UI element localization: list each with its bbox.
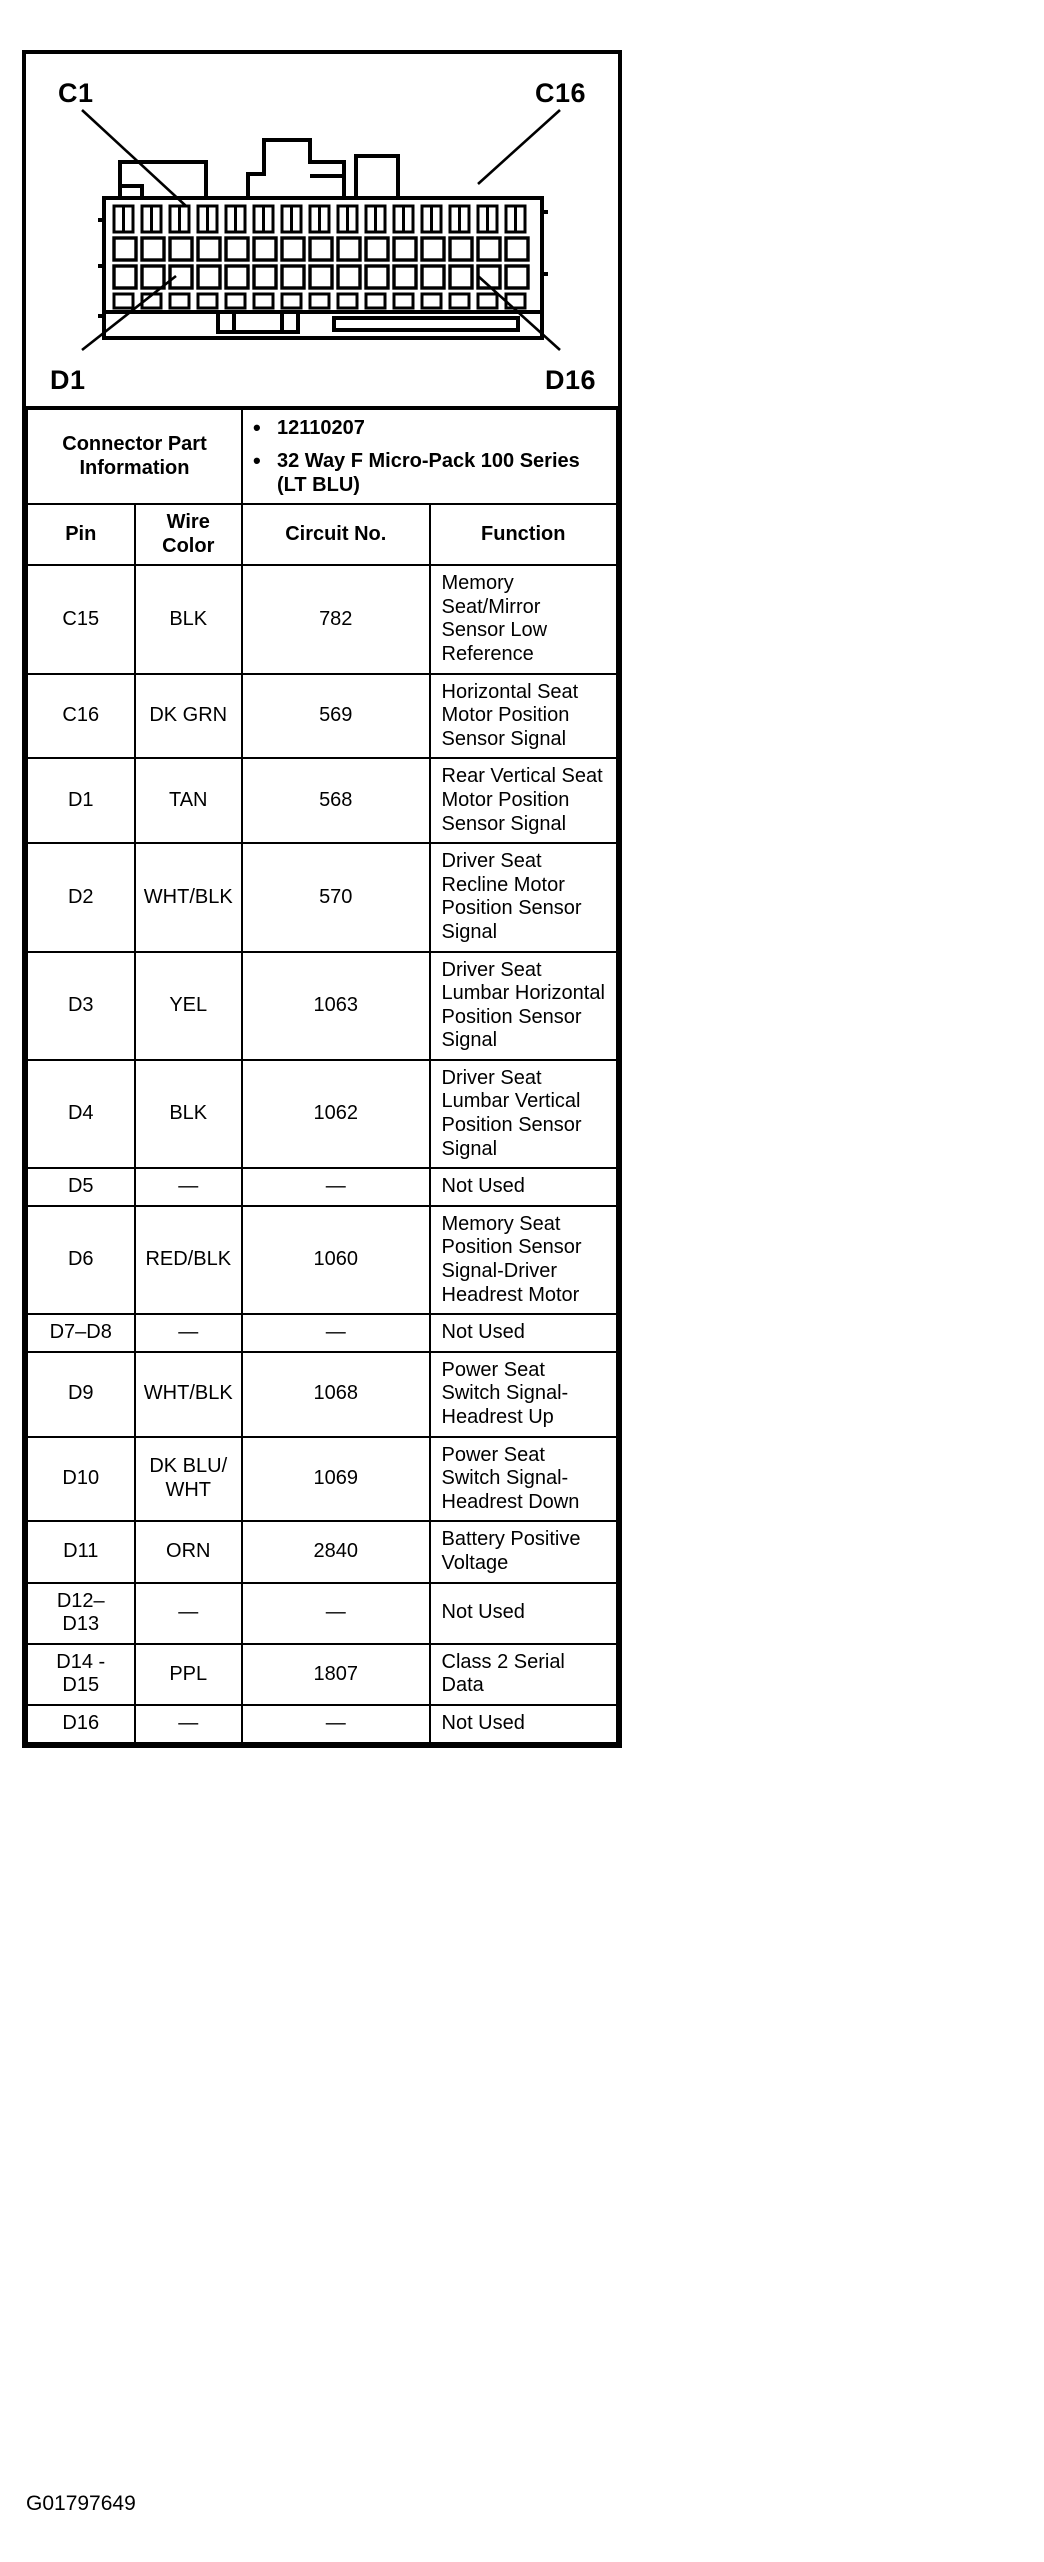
pinout-table-body <box>27 565 617 1742</box>
cell-circuit-no: 1062 <box>242 1060 430 1168</box>
pinout-table <box>26 406 618 1744</box>
cell-function: Not Used <box>430 1314 618 1352</box>
figure-id-label: G01797649 <box>26 2492 136 2515</box>
cell-pin: D3 <box>27 952 135 1060</box>
table-row <box>27 1168 617 1206</box>
table-row <box>27 1352 617 1437</box>
cell-circuit-no: — <box>242 1705 430 1743</box>
cell-wire-color: — <box>135 1314 243 1352</box>
table-row <box>27 1583 617 1644</box>
cell-wire-color: BLK <box>135 565 243 673</box>
table-row <box>27 758 617 843</box>
table-row <box>27 1437 617 1522</box>
cell-pin: D12– D13 <box>27 1583 135 1644</box>
cell-function: Not Used <box>430 1583 618 1644</box>
callout-label-c16: C16 <box>534 78 586 108</box>
cell-wire-color: WHT/BLK <box>135 1352 243 1437</box>
callout-label-c1: C1 <box>58 78 94 108</box>
table-row <box>27 565 617 673</box>
cell-pin: D16 <box>27 1705 135 1743</box>
table-row <box>27 674 617 759</box>
cell-pin: D7–D8 <box>27 1314 135 1352</box>
cell-function: Driver Seat Lumbar Horizontal Position Sensor Signal <box>430 952 618 1060</box>
cell-wire-color: PPL <box>135 1644 243 1705</box>
part-info-item: • 32 Way F Micro-Pack 100 Series (LT BLU) <box>251 449 608 497</box>
cell-function: Rear Vertical Seat Motor Position Sensor Signal <box>430 758 618 843</box>
cell-function: Power Seat Switch Signal-Headrest Down <box>430 1437 618 1522</box>
cell-circuit-no: 2840 <box>242 1521 430 1582</box>
cell-function: Not Used <box>430 1705 618 1743</box>
table-row <box>27 1206 617 1314</box>
cell-pin: D14 - D15 <box>27 1644 135 1705</box>
connector-illustration <box>26 54 618 406</box>
cell-circuit-no: 1807 <box>242 1644 430 1705</box>
cell-circuit-no: 1069 <box>242 1437 430 1522</box>
cell-circuit-no: 1063 <box>242 952 430 1060</box>
cell-circuit-no: 568 <box>242 758 430 843</box>
table-row <box>27 1705 617 1743</box>
column-header-wire-color: Wire Color <box>135 504 243 565</box>
table-row <box>27 1644 617 1705</box>
cell-circuit-no: 782 <box>242 565 430 673</box>
cell-pin: D9 <box>27 1352 135 1437</box>
cell-pin: D2 <box>27 843 135 951</box>
cell-function: Driver Seat Recline Motor Position Sensor Signal <box>430 843 618 951</box>
part-info-item: • 12110207 <box>251 416 608 440</box>
cell-circuit-no: 569 <box>242 674 430 759</box>
connector-drawing <box>98 116 548 346</box>
cell-wire-color: — <box>135 1168 243 1206</box>
cell-circuit-no: 1068 <box>242 1352 430 1437</box>
cell-wire-color: BLK <box>135 1060 243 1168</box>
cell-function: Memory Seat/Mirror Sensor Low Reference <box>430 565 618 673</box>
cell-pin: C15 <box>27 565 135 673</box>
cell-function: Class 2 Serial Data <box>430 1644 618 1705</box>
cell-function: Power Seat Switch Signal-Headrest Up <box>430 1352 618 1437</box>
table-row <box>27 952 617 1060</box>
cell-function: Battery Positive Voltage <box>430 1521 618 1582</box>
cell-wire-color: DK BLU/ WHT <box>135 1437 243 1522</box>
cell-wire-color: TAN <box>135 758 243 843</box>
connector-part-information-label: Connector Part Information <box>27 408 242 504</box>
cell-pin: D11 <box>27 1521 135 1582</box>
cell-pin: D5 <box>27 1168 135 1206</box>
cell-wire-color: YEL <box>135 952 243 1060</box>
cell-circuit-no: 570 <box>242 843 430 951</box>
column-header-function: Function <box>430 504 618 565</box>
cell-wire-color: RED/BLK <box>135 1206 243 1314</box>
cell-pin: D6 <box>27 1206 135 1314</box>
cell-wire-color: — <box>135 1705 243 1743</box>
cell-function: Memory Seat Position Sensor Signal-Driver Headrest Motor <box>430 1206 618 1314</box>
cell-pin: C16 <box>27 674 135 759</box>
callout-label-d16: D16 <box>544 365 596 395</box>
connector-part-information-values <box>242 408 617 504</box>
column-header-circuit-no: Circuit No. <box>242 504 430 565</box>
figure-frame <box>22 50 622 1748</box>
cell-circuit-no: — <box>242 1583 430 1644</box>
cell-pin: D4 <box>27 1060 135 1168</box>
callout-label-d1: D1 <box>50 365 86 395</box>
cell-wire-color: ORN <box>135 1521 243 1582</box>
cell-wire-color: WHT/BLK <box>135 843 243 951</box>
table-header-row <box>27 504 617 565</box>
cell-circuit-no: — <box>242 1314 430 1352</box>
cell-pin: D1 <box>27 758 135 843</box>
table-row <box>27 1521 617 1582</box>
cell-function: Not Used <box>430 1168 618 1206</box>
table-row <box>27 1314 617 1352</box>
connector-part-information-row <box>27 408 617 504</box>
cell-pin: D10 <box>27 1437 135 1522</box>
part-info-list <box>251 416 608 497</box>
table-row <box>27 843 617 951</box>
table-row <box>27 1060 617 1168</box>
cell-function: Horizontal Seat Motor Position Sensor Signal <box>430 674 618 759</box>
column-header-pin: Pin <box>27 504 135 565</box>
cell-circuit-no: — <box>242 1168 430 1206</box>
cell-wire-color: — <box>135 1583 243 1644</box>
cell-wire-color: DK GRN <box>135 674 243 759</box>
cell-function: Driver Seat Lumbar Vertical Position Sensor Signal <box>430 1060 618 1168</box>
cell-circuit-no: 1060 <box>242 1206 430 1314</box>
